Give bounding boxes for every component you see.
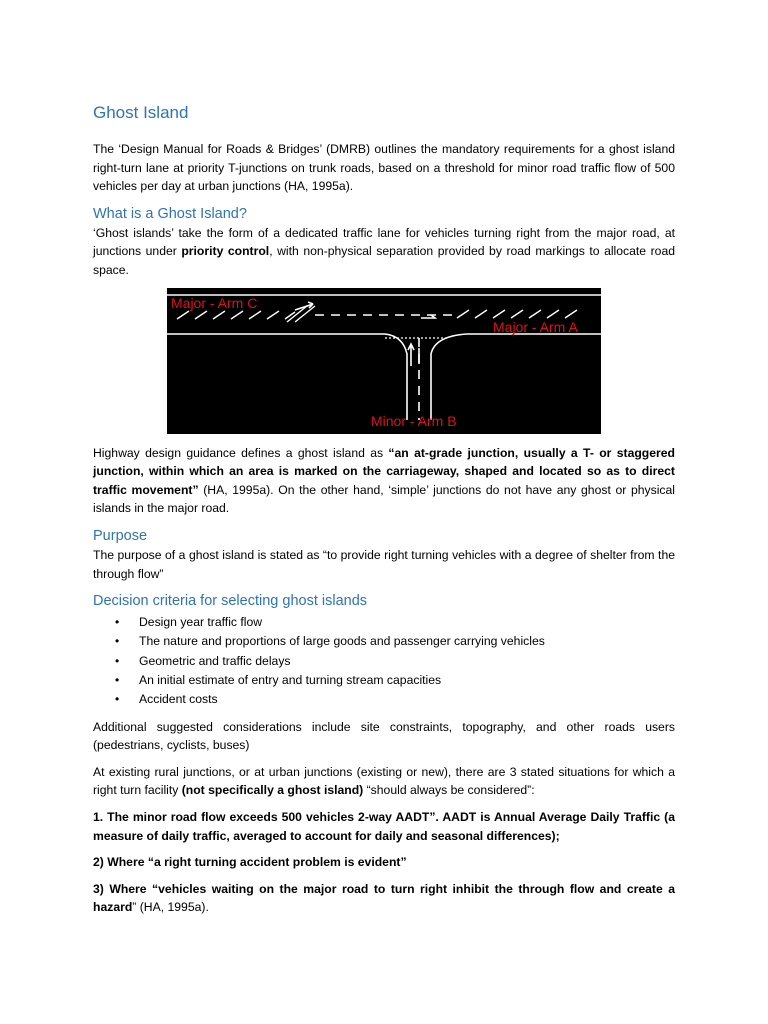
situation-one: 1. The minor road flow exceeds 500 vehicles 2-way AADT”. AADT is Annual Average Daily Traffic (a measure of daily traffic, averaged to account for daily and seasonal differences); xyxy=(93,809,675,843)
list-item: • Design year traffic flow xyxy=(93,613,675,632)
label-minor-arm-b: Minor - Arm B xyxy=(371,412,457,429)
what-paragraph: ‘Ghost islands’ take the form of a dedicated traffic lane for vehicles turning right from the major road, at junctions under priority control, with non-physical separation provided by road markings to allocate road space. xyxy=(93,225,676,277)
list-item: • The nature and proportions of large goods and passenger carrying vehicles xyxy=(93,632,675,651)
list-item: • Geometric and traffic delays xyxy=(93,652,675,671)
what-heading: What is a Ghost Island? xyxy=(93,205,247,222)
criteria-heading: Decision criteria for selecting ghost islands xyxy=(93,593,368,610)
purpose-heading: Purpose xyxy=(93,527,148,544)
purpose-paragraph: The purpose of a ghost island is stated as “to provide right turning vehicles with a degree of shelter from the through flow” xyxy=(93,547,675,581)
situation-three: 3) Where “vehicles waiting on the major road to turn right inhibit the through flow and create a hazard” (HA, 1995a). xyxy=(93,881,675,915)
document-page xyxy=(93,100,675,925)
page-title: Ghost Island xyxy=(93,103,189,122)
definition-paragraph: Highway design guidance defines a ghost island as “an at-grade junction, usually a T- or staggered junction, within which an area is marked on the carriageway, shaped and located so as to direct traffic movement” (HA, 1995a). On the other hand, ‘simple’ junctions do not have any ghost or physical islands in the major road. xyxy=(93,445,675,516)
junction-svg xyxy=(167,288,601,434)
label-major-arm-c: Major - Arm C xyxy=(171,294,258,311)
priority-control-text: priority control xyxy=(181,244,270,259)
not-ghost-island-text: (not specifically a ghost island) xyxy=(181,783,364,798)
situation-two: 2) Where “a right turning accident problem is evident” xyxy=(93,855,407,870)
situations-paragraph: At existing rural junctions, or at urban junctions (existing or new), there are 3 stated situations for which a right turn facility (not specifically a ghost island) “should always be considered”: xyxy=(93,764,675,798)
intro-paragraph: The ‘Design Manual for Roads & Bridges’ (DMRB) outlines the mandatory requirements for a ghost island right-turn lane at priority T-junctions on trunk roads, based on a threshold for minor road traffic flow of 500 vehicles per day at urban junctions (HA, 1995a). xyxy=(93,142,675,194)
definition-quote: “an at-grade junction, usually a T- or staggered junction, within which an area is marked on the carriageway, shaped and located so as to direct traffic movement” xyxy=(93,445,675,497)
list-item: • An initial estimate of entry and turning stream capacities xyxy=(93,671,675,690)
ghost-island-diagram xyxy=(167,288,601,434)
additional-paragraph: Additional suggested considerations include site constraints, topography, and other roads users (pedestrians, cyclists, buses) xyxy=(93,719,675,753)
list-item: • Accident costs xyxy=(93,690,675,709)
label-major-arm-a: Major - Arm A xyxy=(493,318,578,335)
criteria-list xyxy=(93,613,675,709)
